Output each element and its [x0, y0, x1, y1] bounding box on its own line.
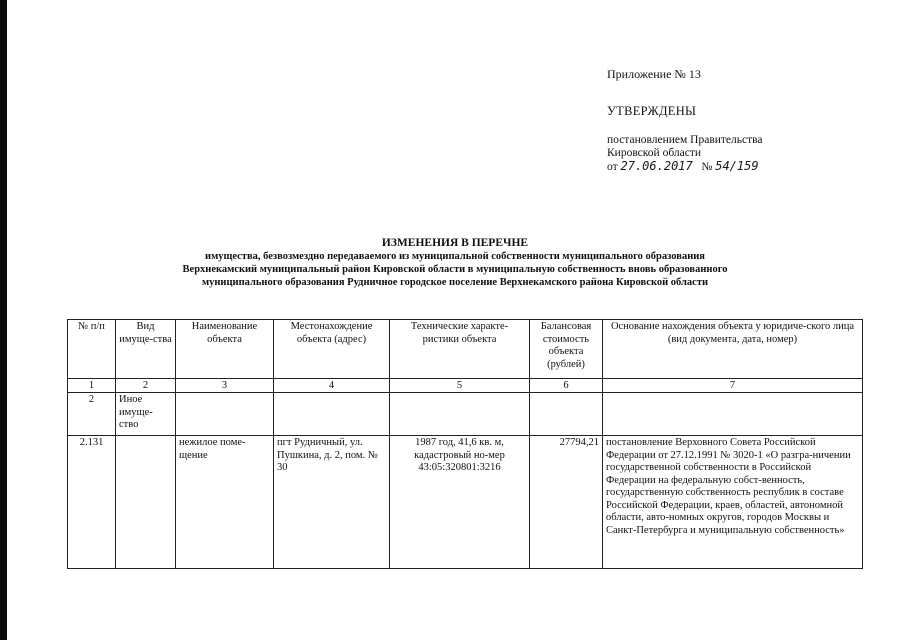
- row-name: нежилое поме-щение: [176, 436, 274, 569]
- column-number: 2: [116, 379, 176, 393]
- decree-line1: постановлением Правительства: [607, 134, 763, 146]
- header-cell: Местонахождение объекта (адрес): [274, 320, 390, 379]
- subtitle-line: Верхнекамский муниципальный район Кировской области в муниципальную собственность вновь образованного: [182, 264, 728, 275]
- decree-block: [607, 134, 763, 174]
- document-title: ИЗМЕНЕНИЯ В ПЕРЕЧНЕ: [381, 237, 529, 249]
- empty-cell: [603, 393, 863, 436]
- header-cell: Технические характе-ристики объекта: [390, 320, 530, 379]
- empty-cell: [390, 393, 530, 436]
- row-kind: [116, 436, 176, 569]
- column-number-row: [68, 379, 863, 393]
- property-table: [67, 319, 863, 569]
- header-cell: Вид имуще-ства: [116, 320, 176, 379]
- document-subtitle: [70, 250, 840, 289]
- group-row: [68, 393, 863, 436]
- header-cell: Основание нахождения объекта у юридиче-ского лица (вид документа, дата, номер): [603, 320, 863, 379]
- group-kind: Иное имуще-ство: [116, 393, 176, 436]
- header-cell: Наименование объекта: [176, 320, 274, 379]
- row-specs: 1987 год, 41,6 кв. м, кадастровый но-мер 43:05:320801:3216: [390, 436, 530, 569]
- decree-number-prefix: №: [701, 161, 713, 173]
- subtitle-line: муниципального образования Рудничное городское поселение Верхнекамского района Кировской области: [201, 277, 709, 288]
- column-number: 5: [390, 379, 530, 393]
- scan-edge: [0, 0, 7, 640]
- group-number: 2: [68, 393, 116, 436]
- header-cell: № п/п: [68, 320, 116, 379]
- column-number: 6: [530, 379, 603, 393]
- column-number: 1: [68, 379, 116, 393]
- column-number: 3: [176, 379, 274, 393]
- decree-number: 54/159: [715, 159, 759, 173]
- empty-cell: [176, 393, 274, 436]
- decree-line3: [607, 160, 763, 174]
- table-header-row: [68, 320, 863, 379]
- column-number: 4: [274, 379, 390, 393]
- decree-date: 27.06.2017: [620, 159, 693, 173]
- row-address: пгт Рудничный, ул. Пушкина, д. 2, пом. № 30: [274, 436, 390, 569]
- empty-cell: [530, 393, 603, 436]
- column-number: 7: [603, 379, 863, 393]
- table-row: [68, 436, 863, 569]
- header-cell: Балансовая стоимость объекта (рублей): [530, 320, 603, 379]
- row-basis: постановление Верховного Совета Российской Федерации от 27.12.1991 № 3020-1 «О разгра-ничении государственной собственности в Российской Федерации на федеральную собст-венность, государственную собственность республик в составе Российской Федерации, краев, областей, автономной области, авто-номных округов, городов Москвы и Санкт-Петербурга и муниципальную собственность»: [603, 436, 863, 569]
- subtitle-line: имущества, безвозмездно передаваемого из муниципальной собственности муниципального образования: [205, 251, 705, 262]
- approved-label: УТВЕРЖДЕНЫ: [607, 104, 697, 118]
- decree-date-prefix: от: [607, 161, 618, 173]
- appendix-label: Приложение № 13: [607, 67, 701, 81]
- row-value: 27794,21: [530, 436, 603, 569]
- decree-line2: Кировской области: [607, 147, 702, 159]
- empty-cell: [274, 393, 390, 436]
- row-number: 2.131: [68, 436, 116, 569]
